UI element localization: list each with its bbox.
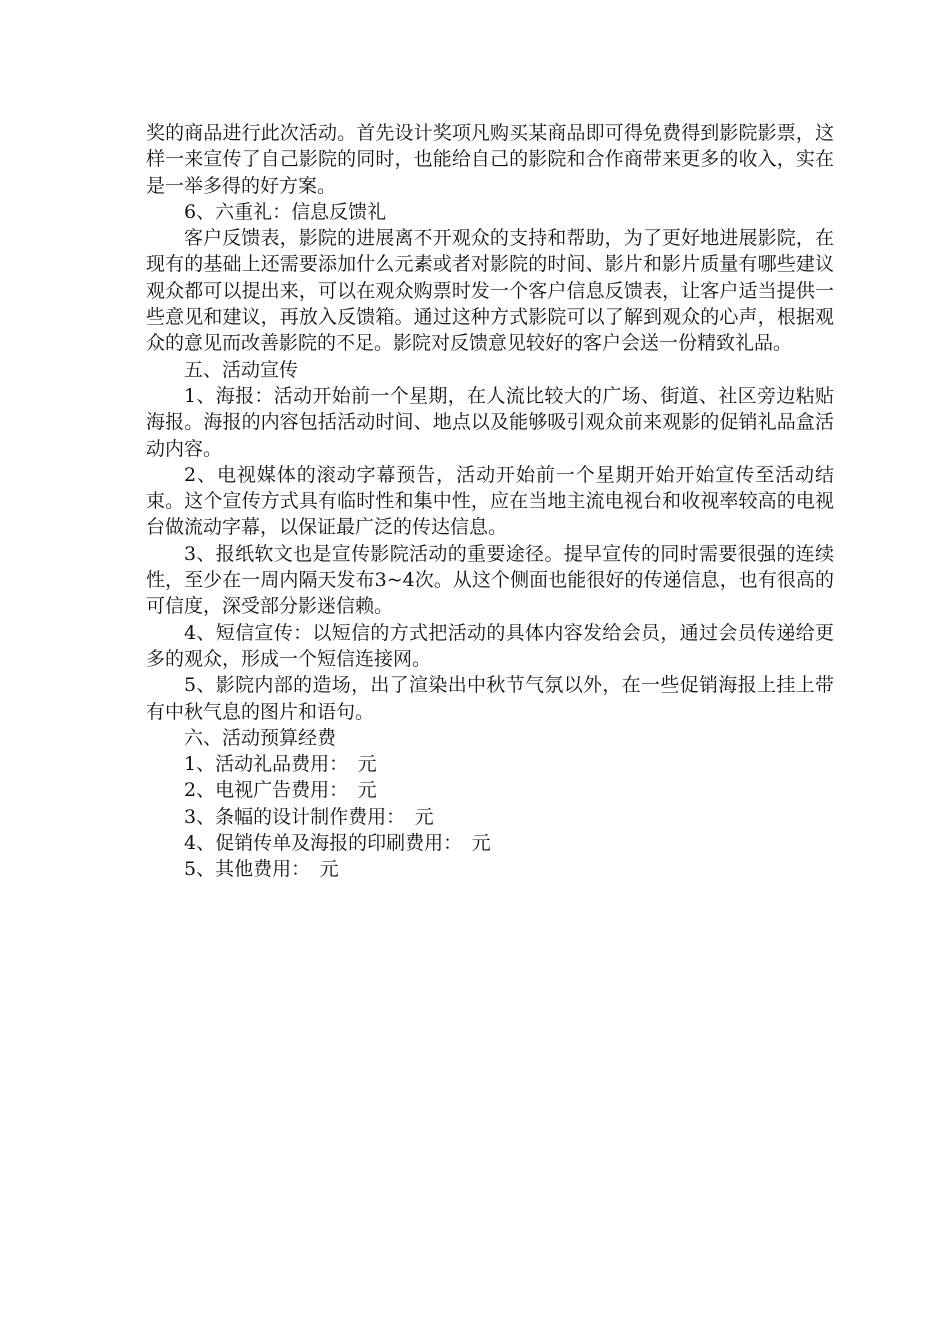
budget-item-label: 3、条幅的设计制作费用： <box>184 805 406 828</box>
budget-item-unit: 元 <box>471 832 491 855</box>
section5-item-1: 1、海报：活动开始前一个星期，在人流比较大的广场、街道、社区旁边粘贴海报。海报的内容包括活动时间、地点以及能够吸引观众前来观影的促销礼品盒活动内容。 <box>146 384 834 460</box>
budget-item-label: 5、其他费用： <box>184 858 311 881</box>
budget-item <box>146 751 834 777</box>
budget-item-unit: 元 <box>414 805 434 828</box>
section5-item-5: 5、影院内部的造场，出了渲染出中秋节气氛以外，在一些促销海报上挂上带有中秋气息的图片和语句。 <box>146 674 834 723</box>
document-page <box>146 120 834 883</box>
budget-item <box>146 856 834 882</box>
gift6-heading: 6、六重礼：信息反馈礼 <box>184 200 387 223</box>
budget-item <box>146 777 834 803</box>
budget-item <box>146 804 834 830</box>
budget-item-label: 4、促销传单及海报的印刷费用： <box>184 832 463 855</box>
section6-heading: 六、活动预算经费 <box>184 726 337 749</box>
section5-heading: 五、活动宣传 <box>184 358 299 381</box>
budget-item <box>146 830 834 856</box>
budget-item-label: 2、电视广告费用： <box>184 779 349 802</box>
continuation-paragraph: 奖的商品进行此次活动。首先设计奖项凡购买某商品即可得免费得到影院影票，这样一来宣传了自己影院的同时，也能给自己的影院和合作商带来更多的收入，实在是一举多得的好方案。 <box>146 122 834 197</box>
budget-item-unit: 元 <box>357 779 377 802</box>
gift6-body: 客户反馈表，影院的进展离不开观众的支持和帮助，为了更好地进展影院，在现有的基础上还需要添加什么元素或者对影院的时间、影片和影片质量有哪些建议观众都可以提出来，可以在观众购票时发一个客户信息反馈表，让客户适当提供一些意见和建议，再放入反馈箱。通过这种方式影院可以了解到观众的心声，根据观众的意见而改善影院的不足。影院对反馈意见较好的客户会送一份精致礼品。 <box>146 227 834 355</box>
budget-item-label: 1、活动礼品费用： <box>184 753 349 776</box>
budget-item-unit: 元 <box>319 858 339 881</box>
budget-item-unit: 元 <box>357 753 377 776</box>
section5-item-4: 4、短信宣传：以短信的方式把活动的具体内容发给会员，通过会员传递给更多的观众，形成一个短信连接网。 <box>146 621 834 670</box>
section5-item-2: 2、电视媒体的滚动字幕预告，活动开始前一个星期开始开始宣传至活动结束。这个宣传方式具有临时性和集中性，应在当地主流电视台和收视率较高的电视台做流动字幕，以保证最广泛的传达信息。 <box>146 463 834 539</box>
section5-item-3: 3、报纸软文也是宣传影院活动的重要途径。提早宣传的同时需要很强的连续性，至少在一周内隔天发布3~4次。从这个侧面也能很好的传递信息，也有很高的可信度，深受部分影迷信赖。 <box>146 542 834 618</box>
